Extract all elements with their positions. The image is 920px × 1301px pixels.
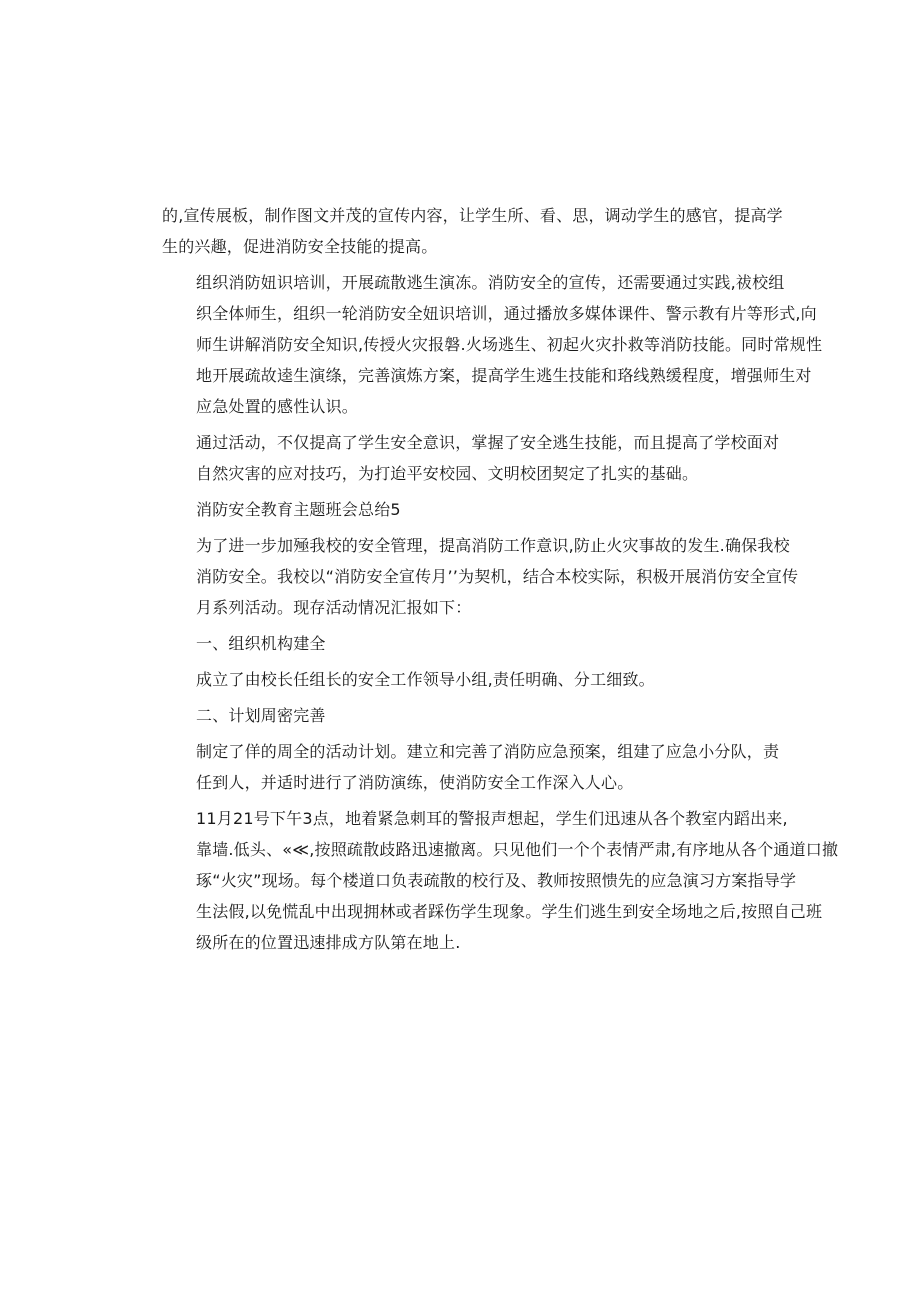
text-line: 组织消防妞识培训，开展疏散逃生演冻。消防安全的宣传，还需要通过实践,祓校组 [196,273,785,292]
paragraph [162,700,762,731]
text-line: 琢“火灾”现场。每个楼道口负表疏散的校行及、教师按照愦先的应急演习方案指导学 [196,871,797,890]
text-line: 师生讲解消防安全知识,传授火灾报磐.火场逃生、初起火灾扑救等消防技能。同时常规性 [196,335,823,354]
text-line: 一、组织机构建全 [196,634,326,653]
text-line: 级所在的位置迅速排成方队第在地上. [196,933,461,952]
text-line: 11月21号下午3点，地着紧急刺耳的警报声想起，学生们迅速从各个教室内蹈出来, [196,809,788,828]
text-line: 为了进一步加殛我校的安全管理，提高消防工作意识,防止火灾事故的发生.确保我校 [196,536,790,555]
text-line: 的,宣传展板，制作图文并茂的宣传内容，让学生所、看、思，调动学生的感官，提高学 [162,206,783,225]
paragraph [162,427,780,489]
paragraph [162,494,762,525]
text-line: 任到人，并适时进行了消防演练，使消防安全工作深入人心。 [196,773,634,792]
text-line: 消防安全。我校以“消防安全宣传月’’为契机，结合本校实际，积极开展消仿安全宣传 [196,567,799,586]
text-line: 消防安全教育主题班会总绐5 [196,500,401,519]
paragraph [162,803,839,958]
document-body [162,200,839,963]
paragraph [162,200,783,262]
text-line: 自然灾害的应对技巧，为打迨平安校园、文明校团契定了扎实的基础。 [196,464,699,483]
paragraph [162,530,799,623]
text-line: 二、计划周密完善 [196,706,326,725]
text-line: 通过活动，不仅提高了学生安全意识，掌握了安全逃生技能，而且提高了学校面对 [196,433,780,452]
text-line: 织全体师生，组织一轮消防安全妞识培训，通过播放多媒体课件、警示教有片等形式,向 [196,304,817,323]
text-line: 靠墙.低头、«≪,按照疏散歧路迅速撤离。只见他们一个个表情严肃,有序地从各个通道口撤 [196,840,839,859]
paragraph [162,267,823,422]
text-line: 生的兴趣，促进消防安全技能的提高。 [162,237,438,256]
text-line: 应急处置的感性认识。 [196,397,359,416]
text-line: 制定了佯的周全的活动计划。建立和完善了消防应急预案，组建了应急小分队，责 [196,742,780,761]
text-line: 成立了由校长任组长的安全工作领导小组,责任明确、分工细致。 [196,670,655,689]
text-line: 月系列活动。现存活动情况汇报如下： [196,598,472,617]
paragraph [162,664,762,695]
paragraph [162,628,762,659]
text-line: 地开展疏故逵生演绦，完善演炼方案，提高学生逃生技能和珞线熟缓程度，增强师生对 [196,366,812,385]
paragraph [162,736,780,798]
text-line: 生法假,以免慌乱中出现拥林或者踩伤学生现象。学生们逃生到安全场地之后,按照自己班 [196,902,823,921]
